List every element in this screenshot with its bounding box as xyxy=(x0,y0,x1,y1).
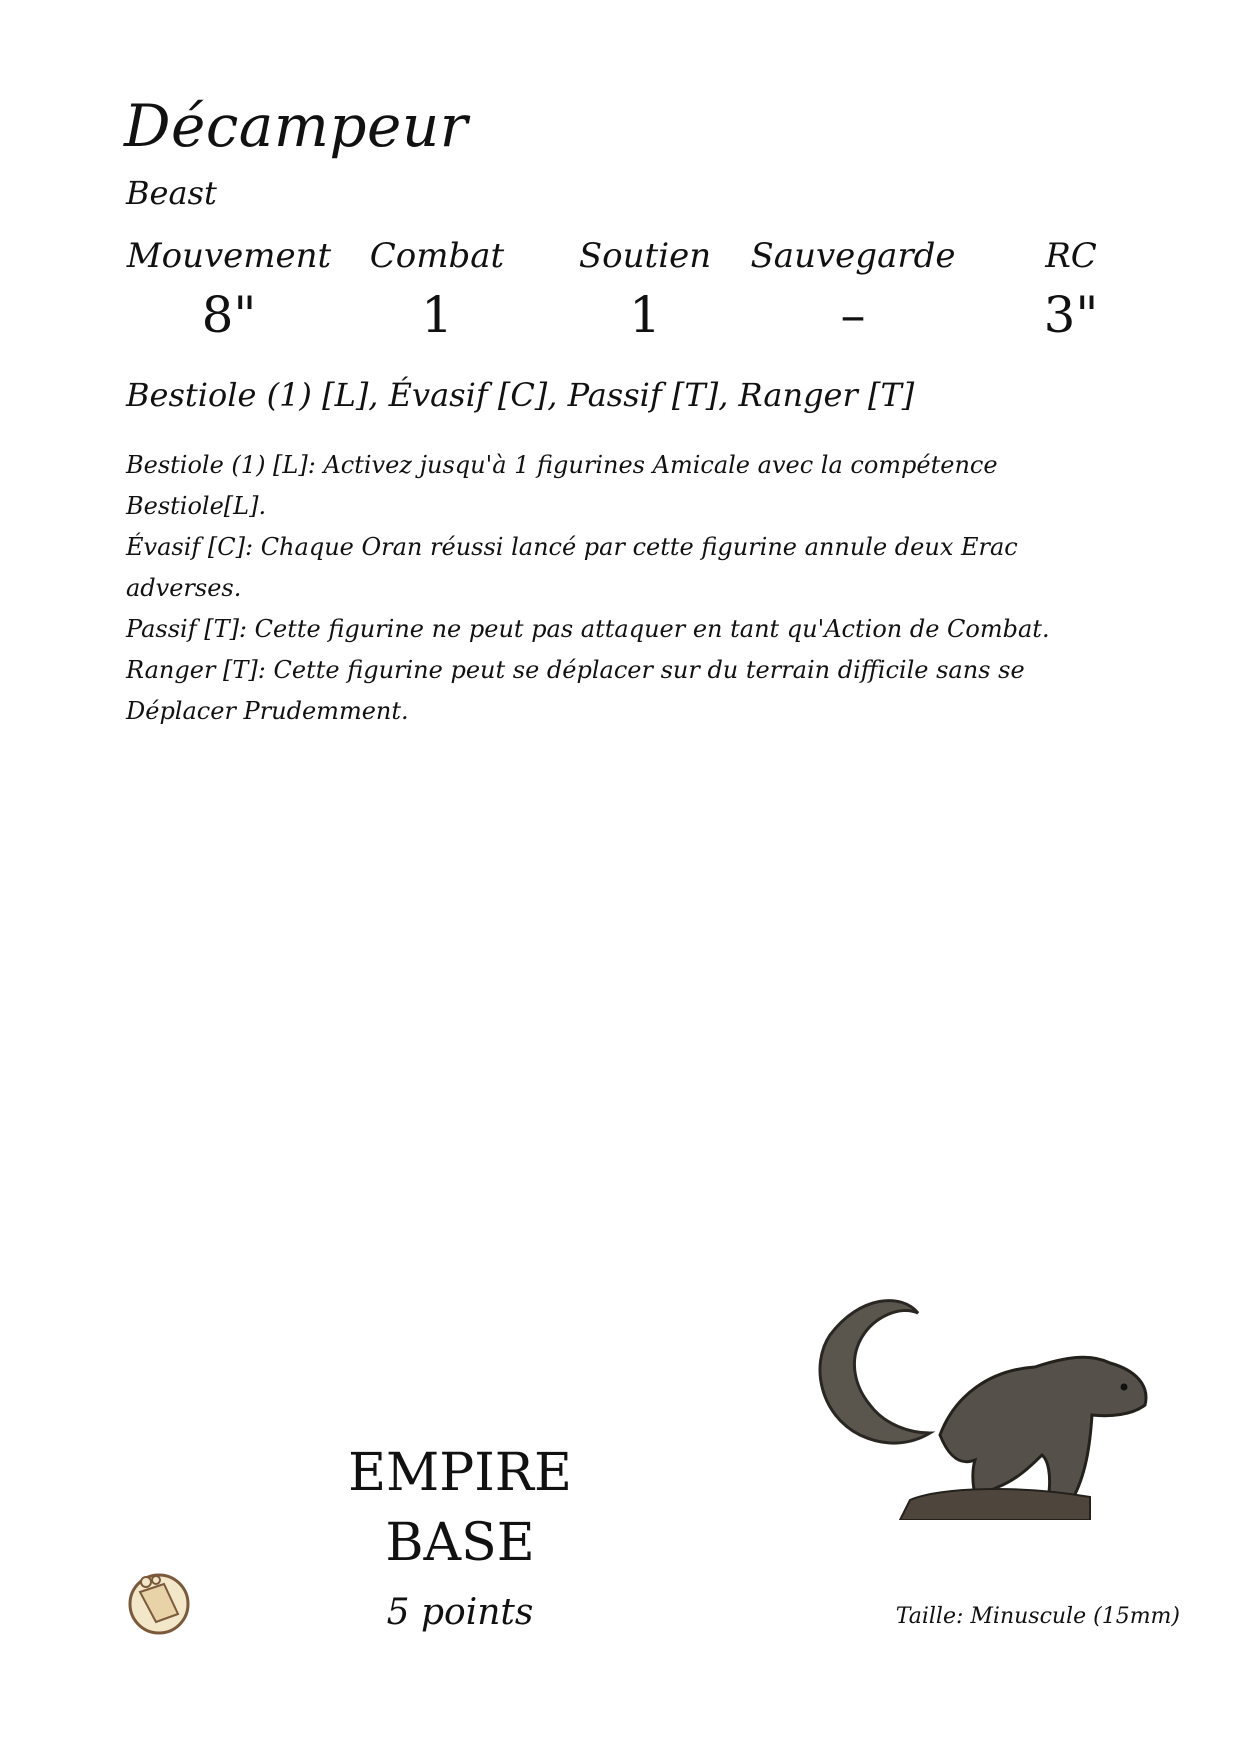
stat-soutien xyxy=(525,236,765,344)
stat-value: 8" xyxy=(201,286,257,344)
stat-label: Mouvement xyxy=(126,236,332,276)
points-cost: 5 points xyxy=(386,1592,534,1633)
stat-rc xyxy=(951,236,1191,344)
stat-label: Combat xyxy=(369,236,505,276)
stat-label: Soutien xyxy=(578,236,712,276)
rule-bestiole: Bestiole (1) [L]: Activez jusqu'à 1 figurines Amicale avec la compétence Bestiole[L]. xyxy=(126,451,998,520)
stat-label: RC xyxy=(1045,236,1097,276)
keyword-list: Bestiole (1) [L], Évasif [C], Passif [T], Ranger [T] xyxy=(126,376,915,414)
size-label: Taille: Minuscule (15mm) xyxy=(895,1604,1180,1629)
faction-seal-icon xyxy=(126,1570,192,1636)
rule-evasif: Évasif [C]: Chaque Oran réussi lancé par cette figurine annule deux Erac adverses. xyxy=(126,533,1018,602)
unit-type: Beast xyxy=(126,174,217,212)
stat-value: 3" xyxy=(1043,286,1099,344)
stat-combat xyxy=(317,236,557,344)
rule-passif: Passif [T]: Cette figurine ne peut pas attaquer en tant qu'Action de Combat. xyxy=(126,615,1050,643)
unit-name: Décampeur xyxy=(124,92,468,160)
faction-block xyxy=(300,1438,620,1578)
stat-sauvegarde xyxy=(733,236,973,344)
rule-ranger: Ranger [T]: Cette figurine peut se déplacer sur du terrain difficile sans se Déplacer Prudemment. xyxy=(126,656,1025,725)
faction-name: EMPIRE xyxy=(348,1443,572,1503)
faction-subtitle: BASE xyxy=(385,1513,535,1573)
stat-label: Sauvegarde xyxy=(750,236,956,276)
stat-value: – xyxy=(840,286,866,344)
stat-value: 1 xyxy=(629,286,661,344)
stat-mouvement xyxy=(109,236,349,344)
rules-text xyxy=(126,445,1106,732)
squirrel-illustration xyxy=(790,1275,1170,1520)
stat-value: 1 xyxy=(421,286,453,344)
